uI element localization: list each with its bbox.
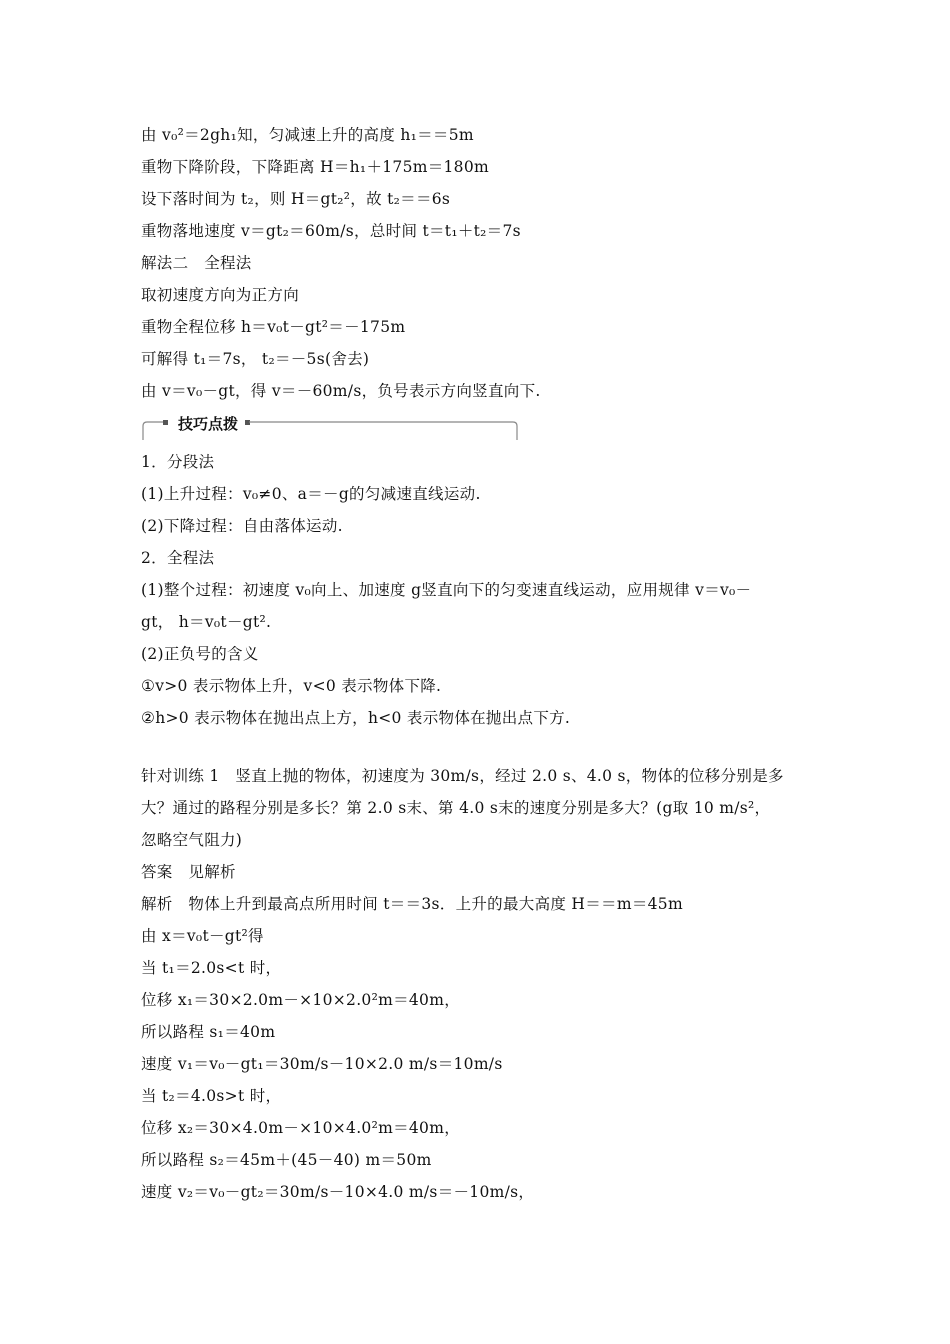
text-line: ①v>0 表示物体上升，v<0 表示物体下降. bbox=[141, 677, 442, 695]
method-heading: 解法二 全程法 bbox=[141, 254, 252, 272]
analysis-line: 解析 物体上升到最高点所用时间 t＝＝3s．上升的最大高度 H＝＝m＝45m bbox=[141, 895, 683, 913]
tip-title: 技巧点拨 bbox=[174, 415, 242, 433]
text-line: (1)上升过程：v₀≠0、a＝－g的匀减速直线运动. bbox=[141, 485, 481, 503]
text-line: 由 v＝v₀－gt，得 v＝－60m/s，负号表示方向竖直向下. bbox=[141, 382, 541, 400]
text-line: 重物落地速度 v＝gt₂＝60m/s，总时间 t＝t₁＋t₂＝7s bbox=[141, 222, 521, 240]
text-line: 大？通过的路程分别是多长？第 2.0 s末、第 4.0 s末的速度分别是多大？(g取 10 m/s²， bbox=[141, 799, 771, 817]
text-line: 重物全程位移 h＝v₀t－gt²＝－175m bbox=[141, 318, 406, 336]
text-line: 2．全程法 bbox=[141, 549, 215, 567]
exercise-title: 针对训练 1 竖直上抛的物体，初速度为 30m/s，经过 2.0 s、4.0 s，物体的位移分别是多 bbox=[141, 767, 784, 785]
text-line: 所以路程 s₂＝45m＋(45－40) m＝50m bbox=[141, 1151, 432, 1169]
text-line: 位移 x₂＝30×4.0m－×10×4.0²m＝40m， bbox=[141, 1119, 461, 1137]
text-line: 位移 x₁＝30×2.0m－×10×2.0²m＝40m， bbox=[141, 991, 461, 1009]
text-line: 由 v₀²＝2gh₁知，匀减速上升的高度 h₁＝＝5m bbox=[141, 126, 474, 144]
text-line: gt， h＝v₀t－gt². bbox=[141, 613, 272, 631]
text-line: ②h>0 表示物体在抛出点上方，h<0 表示物体在抛出点下方. bbox=[141, 709, 571, 727]
text-line: 忽略空气阻力) bbox=[141, 831, 243, 849]
text-line: 1．分段法 bbox=[141, 453, 215, 471]
text-line: 设下落时间为 t₂，则 H＝gt₂²，故 t₂＝＝6s bbox=[141, 190, 451, 208]
text-line: (2)下降过程：自由落体运动. bbox=[141, 517, 343, 535]
text-line: 所以路程 s₁＝40m bbox=[141, 1023, 276, 1041]
text-line: 重物下降阶段，下降距离 H＝h₁＋175m＝180m bbox=[141, 158, 490, 176]
text-line: 当 t₁＝2.0s<t 时， bbox=[141, 959, 282, 977]
text-line: (2)正负号的含义 bbox=[141, 645, 259, 663]
text-line: (1)整个过程：初速度 v₀向上、加速度 g竖直向下的匀变速直线运动，应用规律 v＝v₀－ bbox=[141, 581, 752, 599]
text-line: 由 x＝v₀t－gt²得 bbox=[141, 927, 264, 945]
text-line: 当 t₂＝4.0s>t 时， bbox=[141, 1087, 282, 1105]
text-line: 速度 v₁＝v₀－gt₁＝30m/s－10×2.0 m/s＝10m/s bbox=[141, 1055, 503, 1073]
answer-line: 答案 见解析 bbox=[141, 863, 236, 881]
text-line: 取初速度方向为正方向 bbox=[141, 286, 300, 304]
tip-box-header bbox=[141, 414, 519, 440]
text-line: 速度 v₂＝v₀－gt₂＝30m/s－10×4.0 m/s＝－10m/s， bbox=[141, 1183, 535, 1201]
text-line: 可解得 t₁＝7s， t₂＝－5s(舍去) bbox=[141, 350, 370, 368]
